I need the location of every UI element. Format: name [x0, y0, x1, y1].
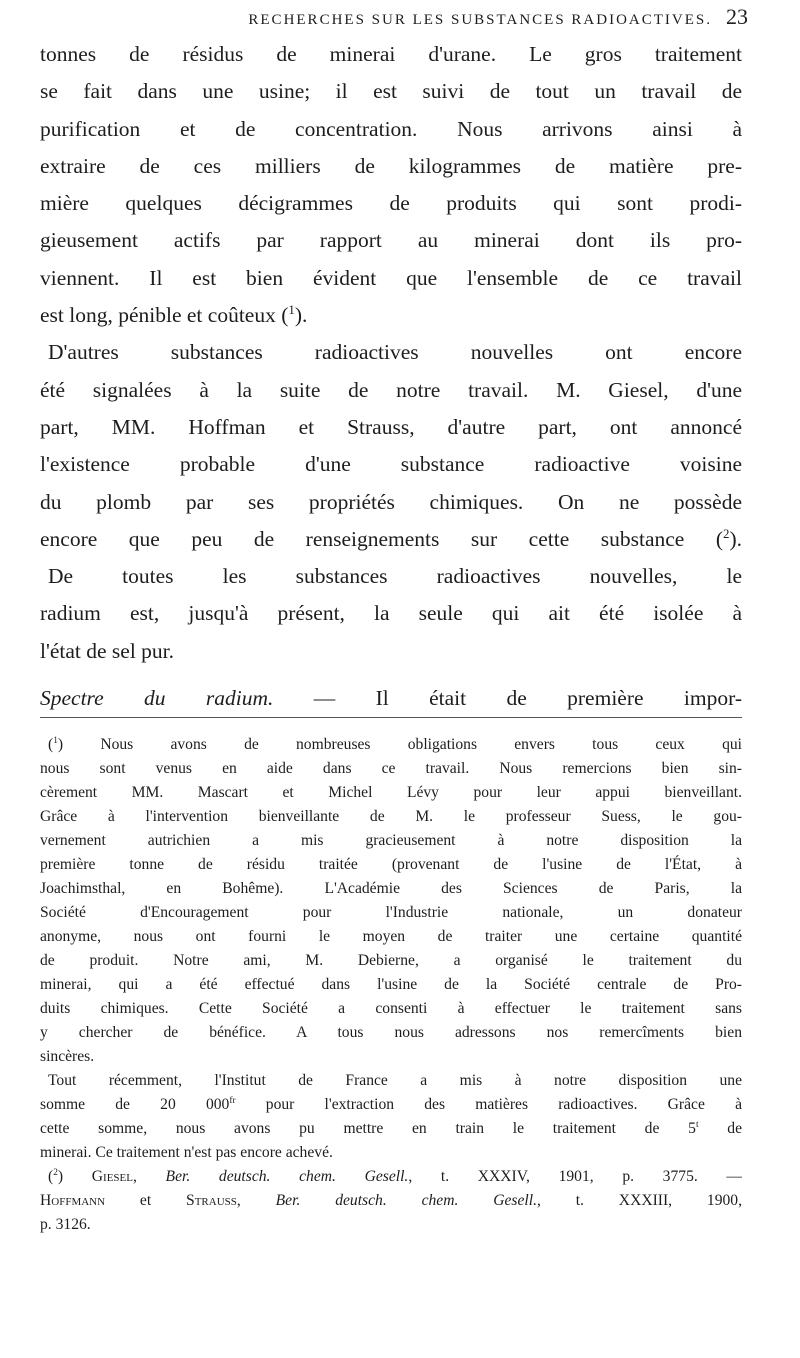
superscript: fr — [229, 1095, 236, 1106]
footnote-mark-1: 1 — [53, 735, 58, 746]
running-title: RECHERCHES SUR LES SUBSTANCES RADIOACTIVES. — [248, 12, 712, 28]
footnote-line: ($^1$) Nous avons de nombreuses obligations envers tous ceux qui — [48, 735, 742, 753]
footnote-line: de produit. Notre ami, M. Debierne, a organisé le traitement du — [40, 952, 742, 969]
text-fragment: ). — [294, 303, 308, 328]
text-fragment: cette somme, nous avons pu mettre en train le traitement de 5 — [40, 1120, 696, 1137]
footnote-line: vernement autrichien a mis gracieusement à notre disposition la — [40, 832, 742, 849]
text-line: extraire de ces milliers de kilogrammes de matière pre- — [40, 153, 742, 178]
text-fragment: , t. XXXIV, 1901, p. 3775. — — [408, 1168, 743, 1185]
text-fragment: Nous avons de nombreuses obligations envers tous ceux qui — [100, 736, 742, 753]
footnote-line: Grâce à l'intervention bienveillante de M. le professeur Suess, le gou- — [40, 808, 742, 825]
text-line: tonnes de résidus de minerai d'urane. Le gros traitement — [40, 42, 742, 66]
footnote-line: première tonne de résidu traitée (provenant de l'usine de l'État, à — [40, 856, 742, 873]
footnote-mark-2: 2 — [53, 1167, 58, 1178]
author-name: Strauss — [186, 1192, 237, 1209]
section-heading-line — [40, 680, 742, 717]
text-line: De toutes les substances radioactives nouvelles, le — [48, 564, 742, 589]
text-fragment: et — [105, 1192, 187, 1209]
text-fragment: somme de 20 000 — [40, 1096, 230, 1113]
text-fragment: , t. XXXIII, 1900, — [536, 1192, 743, 1209]
footnote-line — [40, 1093, 742, 1117]
footnote-line: Tout récemment, l'Institut de France a mis à notre disposition une — [48, 1072, 742, 1089]
superscript: t — [695, 1119, 699, 1130]
text-fragment: de — [698, 1120, 742, 1137]
footnote-ref-1: 1 — [288, 302, 295, 317]
text-fragment: — Il était de première impor- — [273, 686, 742, 711]
text-fragment: ). — [729, 526, 742, 551]
footnote-line: anonyme, nous ont fourni le moyen de traiter une certaine quantité — [40, 928, 742, 945]
footnote-divider — [40, 717, 742, 718]
text-line: D'autres substances radioactives nouvelles ont encore — [48, 340, 742, 365]
footnote-ref-2: 2 — [723, 526, 730, 541]
footnote-line: cèrement MM. Mascart et Michel Lévy pour leur appui bienveillant. — [40, 784, 742, 801]
author-name: Giesel — [91, 1168, 133, 1185]
footnote-line: Société d'Encouragement pour l'Industrie nationale, un donateur — [40, 904, 742, 921]
journal-title: Ber. deutsch. chem. Gesell. — [275, 1192, 537, 1209]
text-line: part, MM. Hoffman et Strauss, d'autre part, ont annoncé — [40, 414, 742, 439]
text-line: l'existence probable d'une substance radioactive voisine — [40, 452, 742, 477]
footnote-line: Joachimsthal, en Bohême). L'Académie des Sciences de Paris, la — [40, 880, 742, 897]
text-fragment: pour l'extraction des matières radioactives. Grâce à — [235, 1096, 742, 1113]
footnote-line: p. 3126. — [40, 1216, 91, 1233]
section-title: Spectre du radium. — [40, 686, 274, 711]
running-header — [0, 4, 748, 30]
text-line: mière quelques décigrammes de produits qui sont prodi- — [40, 191, 742, 216]
text-line: radium est, jusqu'à présent, la seule qui ait été isolée à — [40, 601, 742, 626]
footnote-line: nous sont venus en aide dans ce travail. Nous remercions bien sin- — [40, 760, 742, 777]
footnote-line: ($^2$) Giesel, Ber. deutsch. chem. Gesell., t. XXXIV, 1901, p. 3775. — — [48, 1167, 743, 1185]
text-line: viennent. Il est bien évident que l'ensemble de ce travail — [40, 265, 742, 290]
page-number: 23 — [726, 4, 748, 29]
text-line — [40, 521, 742, 558]
text-line: se fait dans une usine; il est suivi de tout un travail de — [40, 79, 742, 104]
footnote-line: minerai, qui a été effectué dans l'usine de la Société centrale de Pro- — [40, 976, 742, 993]
footnote-line: duits chimiques. Cette Société a consenti à effectuer le traitement sans — [40, 1000, 742, 1017]
text-line: purification et de concentration. Nous arrivons ainsi à — [40, 116, 742, 141]
text-fragment: est long, pénible et coûteux ( — [40, 303, 289, 328]
footnote-line: sincères. — [40, 1048, 95, 1065]
text-line: gieusement actifs par rapport au minerai dont ils pro- — [40, 228, 742, 253]
text-line — [40, 297, 742, 334]
footnote-line: minerai. Ce traitement n'est pas encore achevé. — [40, 1144, 333, 1161]
footnote-line: Hoffmann et Strauss, Ber. deutsch. chem. Gesell., t. XXXIII, 1900, — [40, 1192, 743, 1209]
author-name: Hoffmann — [40, 1192, 106, 1209]
text-fragment: encore que peu de renseignements sur cette substance ( — [40, 526, 723, 551]
journal-title: Ber. deutsch. chem. Gesell. — [165, 1168, 409, 1185]
text-line: du plomb par ses propriétés chimiques. On ne possède — [40, 489, 742, 514]
text-line: l'état de sel pur. — [40, 638, 175, 663]
main-text — [40, 36, 742, 717]
footnote-line: y chercher de bénéfice. A tous nous adressons nos remercîments bien — [40, 1024, 742, 1041]
text-line: été signalées à la suite de notre travail. M. Giesel, d'une — [40, 377, 742, 402]
footnotes — [40, 733, 742, 1237]
footnote-line — [40, 1117, 742, 1141]
